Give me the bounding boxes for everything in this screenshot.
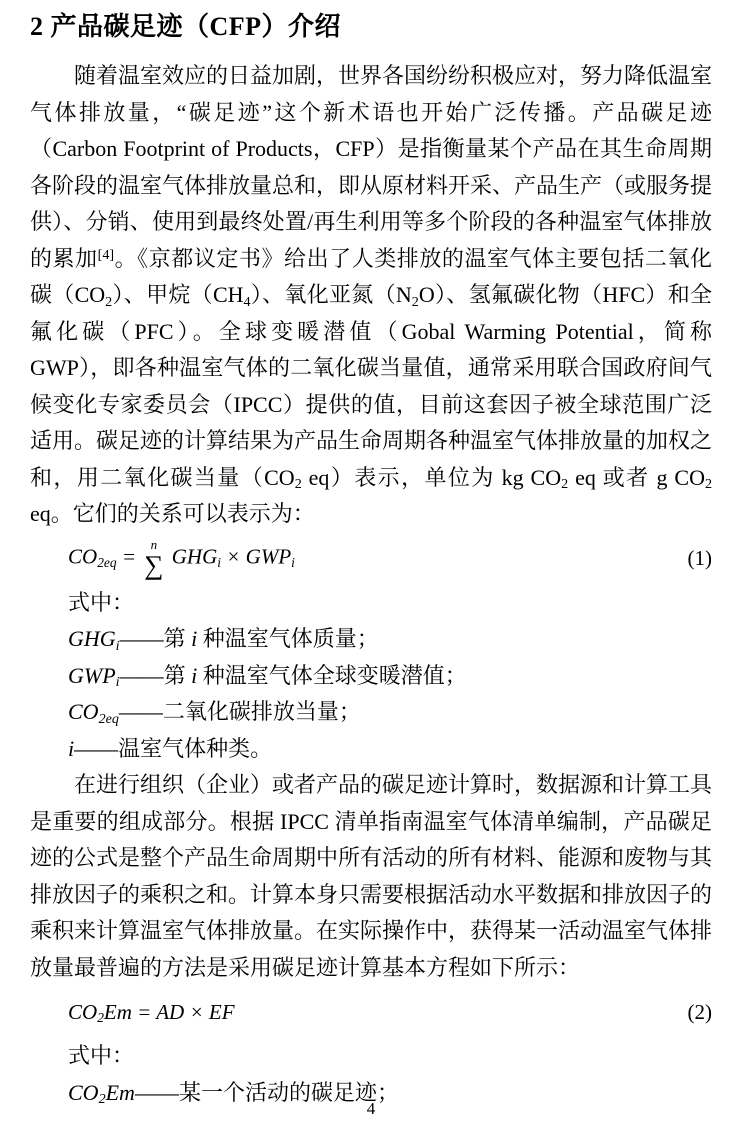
equation-1-formula: $CO_{2eq}$ = n ∑ $GHG_i \times GWP_i$ <box>68 537 295 580</box>
equation-2-formula: $CO_2Em$ = AD × EF <box>68 999 235 1026</box>
where-label-1: 式中： <box>68 589 135 615</box>
equation-1 <box>30 536 712 582</box>
definition-gwpi: $GWP_i——$第 i 种温室气体全球变暖潜值； <box>68 662 467 691</box>
section-heading: 2 产品碳足迹（CFP）介绍 <box>30 12 342 41</box>
paragraph-cfp-intro: 随着温室效应的日益加剧，世界各国纷纷积极应对，努力降低温室气体排放量，“碳足迹”这个新术语也开始广泛传播。产品碳足迹（Carbon Footprint of Products，CFP）是指衡量某个产品在其生命周期各阶段的温室气体排放量总和，即从原材料开采、产品生产（或服务提供）、分销、使用到最终处置/再生利用等多个阶段的各种温室气体排放的累加[4]。《京都议定书》给出了人类排放的温室气体主要包括二氧化碳$(CO_2)$、甲烷$(CH_4)$、氧化亚氮$(N_2O)$、氢氟碳化物（HFC）和全氟化碳（PFC）。全球变暖潜值（Gobal Warming Potential，简称 GWP），即各种温室气体的二氧化碳当量值，通常采用联合国政府间气候变化专家委员会（IPCC）提供的值，目前这套因子被全球范围广泛适用。碳足迹的计算结果为产品生命周期各种温室气体排放量的加权之和，用二氧化碳当量（$CO_2$ eq）表示，单位为 kg $CO_2$ eq 或者 g $CO_2$ eq。它们的关系可以表示为： <box>30 63 713 526</box>
definition-co2eq: $CO_{2eq}——$二氧化碳排放当量； <box>68 699 361 727</box>
definition-i: i——温室气体种类。 <box>68 735 273 761</box>
page-number: 4 <box>366 1099 376 1118</box>
equation-2 <box>30 989 712 1035</box>
where-label-2: 式中： <box>68 1043 135 1068</box>
definition-co2em: $CO_2Em——$某一个活动的碳足迹； <box>68 1079 399 1108</box>
equation-2-number: (2) <box>687 999 712 1024</box>
definition-ghgi: $GHG_i——$第 i 种温室气体质量； <box>68 626 379 654</box>
paragraph-calculation: 在进行组织（企业）或者产品的碳足迹计算时，数据源和计算工具是重要的组成部分。根据 IPCC 清单指南温室气体清单编制，产品碳足迹的公式是整个产品生命周期中所有活动的所有材料、能源和废物与其排放因子的乘积之和。计算本身只需要根据活动水平数据和排放因子的乘积来计算温室气体排放量。在实际操作中，获得某一活动温室气体排放量最普遍的方法是采用碳足迹计算基本方程如下所示： <box>30 772 713 980</box>
equation-1-number: (1) <box>687 546 712 570</box>
